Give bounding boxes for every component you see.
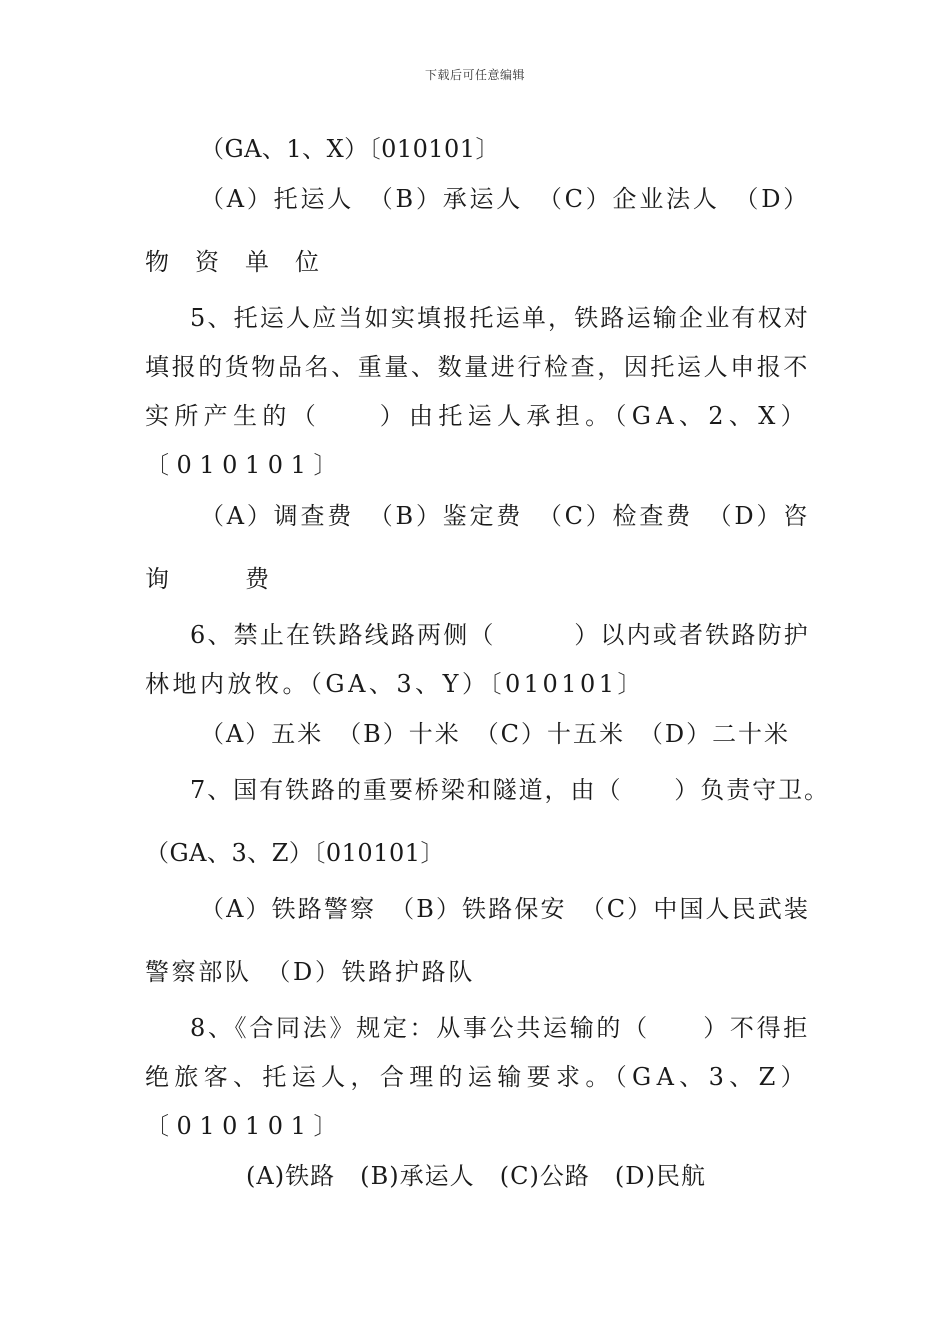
q6-text-2: 林地内放牧。（GA、3、Y）〔010101〕 bbox=[145, 670, 645, 698]
q8-text-1: 8、《合同法》规定：从事公共运输的（ ）不得拒 bbox=[190, 1014, 810, 1042]
q7-options: （A）铁路警察 （B）铁路保安 （C）中国人民武装 bbox=[200, 895, 810, 923]
q4-options-cont: 物资单位 bbox=[145, 248, 345, 276]
q5-text-1: 5、托运人应当如实填报托运单，铁路运输企业有权对 bbox=[190, 304, 810, 332]
q6-text-1: 6、禁止在铁路线路两侧（ ）以内或者铁路防护 bbox=[190, 621, 810, 649]
q5-options: （A）调查费 （B）鉴定费 （C）检查费 （D）咨 bbox=[200, 502, 810, 530]
q7-code: （GA、3、Z）〔010101〕 bbox=[145, 839, 445, 867]
q6-options: （A）五米 （B）十米 （C）十五米 （D）二十米 bbox=[200, 720, 790, 748]
q5-code: 〔010101〕 bbox=[145, 451, 345, 479]
q5-options-cont: 询费 bbox=[145, 565, 345, 593]
q7-options-cont: 警察部队 （D）铁路护路队 bbox=[145, 958, 475, 986]
q4-options: （A）托运人 （B）承运人 （C）企业法人 （D） bbox=[200, 185, 810, 213]
q7-text-1: 7、国有铁路的重要桥梁和隧道，由（ ）负责守卫。 bbox=[190, 776, 830, 804]
q8-options: (A)铁路 (B)承运人 (C)公路 (D)民航 bbox=[246, 1162, 706, 1190]
q5-text-3: 实所产生的（ ）由托运人承担。（GA、2、X） bbox=[145, 402, 810, 430]
q5-text-2: 填报的货物品名、重量、数量进行检查，因托运人申报不 bbox=[145, 353, 810, 381]
q8-text-2: 绝旅客、托运人，合理的运输要求。（GA、3、Z） bbox=[145, 1063, 810, 1091]
page-header: 下载后可任意编辑 bbox=[424, 68, 525, 82]
q8-code: 〔010101〕 bbox=[145, 1112, 345, 1140]
q4-code: （GA、1、X）〔010101〕 bbox=[200, 135, 500, 163]
